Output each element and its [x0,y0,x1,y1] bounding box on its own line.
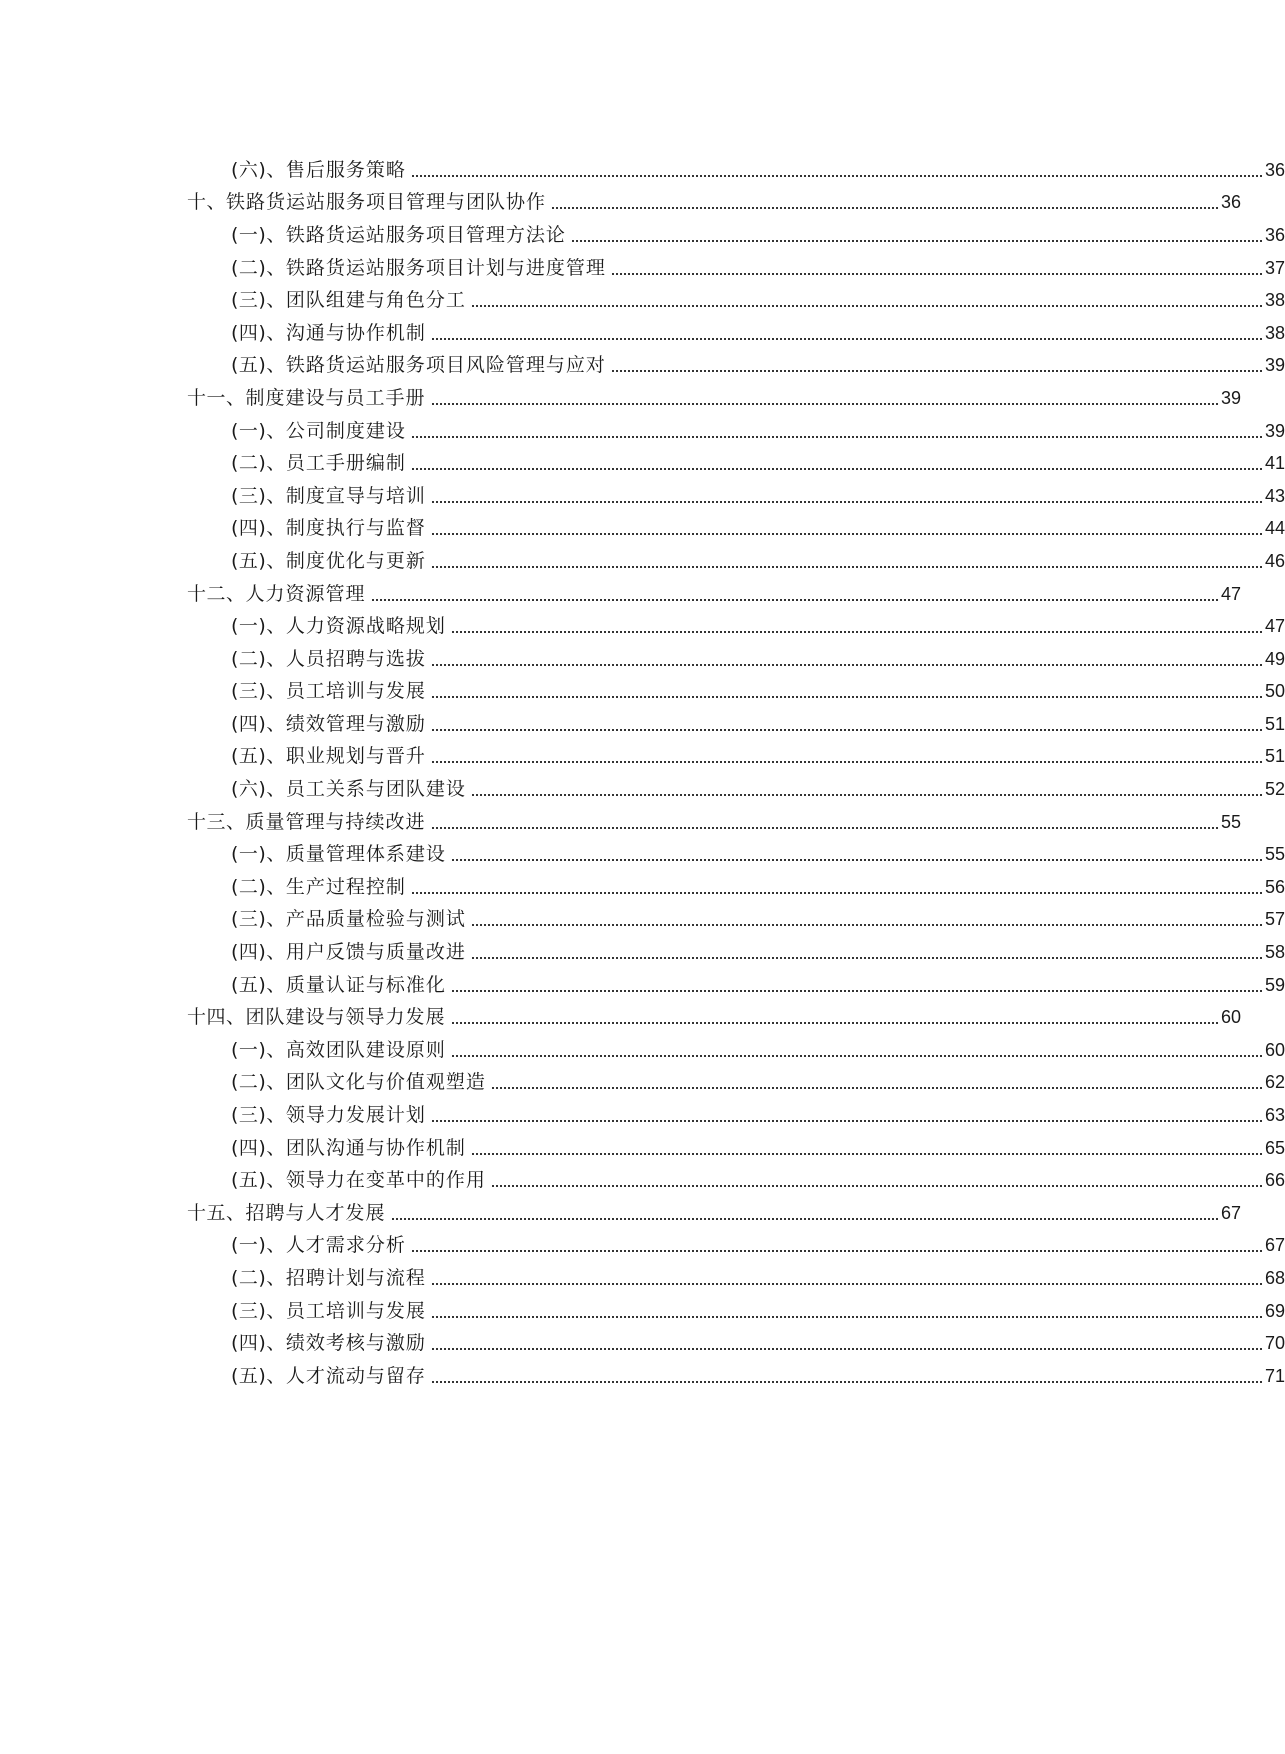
toc-dot-leader [432,403,1218,405]
toc-entry-title: 质量认证与标准化 [285,973,446,996]
toc-entry-title: 员工培训与发展 [285,680,426,703]
toc-page-number: 67 [1220,1202,1241,1223]
toc-page-number: 44 [1264,518,1285,539]
toc-entry-title: 产品质量检验与测试 [285,908,466,931]
toc-entry-title: 公司制度建设 [285,419,406,442]
toc-page-number: 51 [1264,713,1285,734]
toc-entry-line [231,676,1285,703]
toc-entry-line [231,1296,1285,1323]
toc-entry-title: 员工手册编制 [285,452,406,475]
toc-entry-line [187,187,1241,214]
toc-entry-line [231,1035,1285,1062]
toc-entry-title: 质量管理体系建设 [285,843,446,866]
toc-entry-line [231,1067,1285,1094]
toc-entry-number: (四)、 [231,1136,286,1159]
toc-entry-number: (三)、 [231,289,286,312]
toc-entry-title: 铁路货运站服务项目管理与团队协作 [226,191,547,214]
toc-page-number: 65 [1264,1137,1285,1158]
toc-entry-line [231,872,1285,899]
toc-entry-number: (二)、 [231,452,286,475]
toc-entry-title: 制度建设与员工手册 [245,386,426,409]
toc-page-number: 41 [1264,453,1285,474]
toc-entry-number: (四)、 [231,712,286,735]
toc-page-number: 52 [1264,779,1285,800]
toc-dot-leader [472,1153,1262,1155]
toc-section-entry[interactable] [0,1260,1285,1293]
toc-entry-title: 领导力发展计划 [285,1104,426,1127]
toc-entry-number: 十、 [187,191,227,214]
toc-section-entry[interactable] [0,641,1285,674]
toc-entry-line [231,1230,1285,1257]
toc-entry-title: 制度宣导与培训 [285,484,426,507]
toc-entry-line [231,1165,1285,1192]
toc-dot-leader [432,761,1262,763]
toc-page-number: 38 [1264,322,1285,343]
toc-dot-leader [492,1087,1262,1089]
toc-entry-title: 员工关系与团队建设 [285,778,466,801]
toc-entry-number: 十一、 [187,386,246,409]
toc-entry-line [231,416,1285,443]
toc-section-entry[interactable] [0,1065,1285,1098]
toc-entry-title: 高效团队建设原则 [285,1038,446,1061]
toc-entry-title: 铁路货运站服务项目风险管理与应对 [285,354,606,377]
toc-page-number: 60 [1220,1007,1241,1028]
toc-entry-line [187,1198,1241,1225]
toc-dot-leader [452,631,1262,633]
toc-section-entry[interactable] [0,315,1285,348]
toc-page-number: 58 [1264,942,1285,963]
toc-entry-line [231,513,1285,540]
toc-dot-leader [552,207,1218,209]
toc-section-entry[interactable] [0,445,1285,478]
toc-entry-line [231,611,1285,638]
toc-entry-number: (五)、 [231,1364,286,1387]
toc-entry-number: 十五、 [187,1201,246,1224]
toc-entry-title: 员工培训与发展 [285,1299,426,1322]
toc-section-entry[interactable] [0,250,1285,283]
toc-entry-line [231,253,1285,280]
toc-entry-number: (六)、 [231,158,286,181]
toc-page-number: 59 [1264,974,1285,995]
toc-entry-number: (六)、 [231,778,286,801]
toc-entry-line [231,1263,1285,1290]
toc-entry-line [231,774,1285,801]
toc-entry-number: (三)、 [231,1299,286,1322]
toc-dot-leader [472,924,1262,926]
toc-chapter-entry[interactable] [0,804,1241,837]
toc-page-number: 38 [1264,290,1285,311]
toc-page-number: 56 [1264,876,1285,897]
toc-entry-title: 团队建设与领导力发展 [245,1006,446,1029]
toc-section-entry[interactable] [0,543,1285,576]
toc-page-number: 70 [1264,1333,1285,1354]
toc-page-number: 39 [1264,355,1285,376]
toc-page-number: 36 [1220,192,1241,213]
toc-section-entry[interactable] [0,967,1285,1000]
toc-dot-leader [432,729,1262,731]
toc-section-entry[interactable] [0,282,1285,315]
toc-entry-title: 人才流动与留存 [285,1364,426,1387]
toc-entry-number: (一)、 [231,615,286,638]
toc-entry-title: 质量管理与持续改进 [245,810,426,833]
toc-entry-title: 售后服务策略 [285,158,406,181]
toc-section-entry[interactable] [0,152,1285,185]
toc-page-number: 55 [1264,844,1285,865]
toc-section-entry[interactable] [0,217,1285,250]
toc-page-number: 46 [1264,550,1285,571]
toc-entry-line [231,481,1285,508]
toc-page-number: 57 [1264,909,1285,930]
toc-section-entry[interactable] [0,771,1285,804]
toc-dot-leader [472,794,1262,796]
toc-entry-title: 制度执行与监督 [285,517,426,540]
toc-entry-line [231,220,1285,247]
toc-page-number: 68 [1264,1267,1285,1288]
toc-entry-number: (三)、 [231,908,286,931]
toc-entry-line [231,546,1285,573]
toc-page-number: 55 [1220,811,1241,832]
toc-entry-line [231,1133,1285,1160]
toc-entry-line [231,350,1285,377]
toc-dot-leader [432,566,1262,568]
toc-chapter-entry[interactable] [0,1195,1241,1228]
toc-entry-title: 人力资源管理 [245,582,366,605]
toc-page-number: 66 [1264,1170,1285,1191]
toc-dot-leader [432,664,1262,666]
toc-entry-line [187,579,1241,606]
toc-page-number: 39 [1264,420,1285,441]
toc-dot-leader [452,990,1262,992]
toc-entry-number: (二)、 [231,256,286,279]
toc-section-entry[interactable] [0,1325,1285,1358]
toc-entry-number: (五)、 [231,354,286,377]
toc-section-entry[interactable] [0,511,1285,544]
toc-entry-number: (三)、 [231,1104,286,1127]
toc-entry-number: (五)、 [231,973,286,996]
toc-entry-line [231,904,1285,931]
toc-entry-title: 绩效考核与激励 [285,1332,426,1355]
toc-entry-title: 领导力在变革中的作用 [285,1169,486,1192]
toc-entry-title: 人力资源战略规划 [285,615,446,638]
toc-entry-number: (二)、 [231,647,286,670]
toc-section-entry[interactable] [0,674,1285,707]
toc-section-entry[interactable] [0,739,1285,772]
toc-entry-title: 团队文化与价值观塑造 [285,1071,486,1094]
toc-section-entry[interactable] [0,869,1285,902]
toc-entry-number: (四)、 [231,941,286,964]
toc-entry-title: 职业规划与晋升 [285,745,426,768]
toc-page-number: 60 [1264,1039,1285,1060]
toc-entry-title: 招聘计划与流程 [285,1266,426,1289]
toc-section-entry[interactable] [0,413,1285,446]
toc-entry-number: (二)、 [231,1266,286,1289]
toc-section-entry[interactable] [0,836,1285,869]
toc-dot-leader [432,1283,1262,1285]
toc-chapter-entry[interactable] [0,999,1241,1032]
toc-entry-title: 团队沟通与协作机制 [285,1136,466,1159]
toc-entry-title: 招聘与人才发展 [245,1201,386,1224]
toc-dot-leader [412,175,1262,177]
toc-page-number: 47 [1264,616,1285,637]
toc-page-number: 62 [1264,1072,1285,1093]
toc-entry-title: 铁路货运站服务项目管理方法论 [285,223,566,246]
toc-page-number: 47 [1220,583,1241,604]
toc-entry-line [231,644,1285,671]
toc-entry-title: 制度优化与更新 [285,549,426,572]
toc-entry-line [187,1002,1241,1029]
toc-dot-leader [432,1316,1262,1318]
toc-entry-number: (一)、 [231,1038,286,1061]
toc-entry-number: 十四、 [187,1006,246,1029]
toc-entry-line [187,383,1241,410]
toc-entry-number: (三)、 [231,484,286,507]
toc-dot-leader [432,827,1218,829]
toc-section-entry[interactable] [0,348,1285,381]
toc-entry-line [187,807,1241,834]
toc-entry-line [231,1328,1285,1355]
toc-section-entry[interactable] [0,608,1285,641]
toc-entry-number: 十二、 [187,582,246,605]
table-of-contents [0,152,1285,1391]
toc-dot-leader [432,1120,1262,1122]
toc-entry-line [231,970,1285,997]
toc-entry-line [231,741,1285,768]
toc-entry-line [231,1361,1285,1388]
toc-entry-number: (一)、 [231,419,286,442]
toc-section-entry[interactable] [0,1130,1285,1163]
toc-entry-number: (三)、 [231,680,286,703]
toc-entry-number: (四)、 [231,321,286,344]
toc-page-number: 37 [1264,257,1285,278]
toc-dot-leader [412,468,1262,470]
toc-page-number: 43 [1264,485,1285,506]
toc-entry-line [231,448,1285,475]
toc-dot-leader [432,696,1262,698]
toc-page-number: 49 [1264,648,1285,669]
toc-dot-leader [392,1218,1218,1220]
toc-entry-number: (四)、 [231,1332,286,1355]
toc-dot-leader [412,892,1262,894]
toc-dot-leader [412,436,1262,438]
toc-dot-leader [372,599,1218,601]
toc-section-entry[interactable] [0,1228,1285,1261]
toc-entry-title: 绩效管理与激励 [285,712,426,735]
toc-page-number: 36 [1264,159,1285,180]
toc-dot-leader [452,1055,1262,1057]
toc-section-entry[interactable] [0,706,1285,739]
toc-entry-number: 十三、 [187,810,246,833]
toc-entry-line [231,839,1285,866]
toc-dot-leader [612,273,1262,275]
toc-entry-line [231,155,1285,182]
toc-entry-line [231,709,1285,736]
toc-page-number: 39 [1220,387,1241,408]
toc-page-number: 69 [1264,1300,1285,1321]
toc-page-number: 71 [1264,1365,1285,1386]
toc-entry-number: (二)、 [231,875,286,898]
toc-entry-title: 人才需求分析 [285,1234,406,1257]
toc-dot-leader [452,859,1262,861]
toc-chapter-entry[interactable] [0,185,1241,218]
toc-entry-number: (一)、 [231,1234,286,1257]
toc-entry-number: (五)、 [231,549,286,572]
toc-entry-line [231,1100,1285,1127]
toc-section-entry[interactable] [0,1162,1285,1195]
toc-section-entry[interactable] [0,1097,1285,1130]
toc-dot-leader [472,305,1262,307]
toc-dot-leader [432,338,1262,340]
toc-page-number: 63 [1264,1105,1285,1126]
toc-section-entry[interactable] [0,1358,1285,1391]
toc-entry-title: 生产过程控制 [285,875,406,898]
toc-dot-leader [572,240,1262,242]
toc-section-entry[interactable] [0,1032,1285,1065]
toc-section-entry[interactable] [0,1293,1285,1326]
toc-entry-title: 铁路货运站服务项目计划与进度管理 [285,256,606,279]
toc-page-number: 67 [1264,1235,1285,1256]
toc-dot-leader [432,1381,1262,1383]
toc-section-entry[interactable] [0,478,1285,511]
toc-entry-number: (一)、 [231,843,286,866]
toc-dot-leader [432,501,1262,503]
toc-dot-leader [472,957,1262,959]
toc-page-number: 51 [1264,746,1285,767]
toc-chapter-entry[interactable] [0,380,1241,413]
toc-entry-number: (五)、 [231,1169,286,1192]
toc-section-entry[interactable] [0,934,1285,967]
toc-dot-leader [412,1250,1262,1252]
toc-dot-leader [452,1022,1218,1024]
toc-page-number: 36 [1264,224,1285,245]
toc-chapter-entry[interactable] [0,576,1241,609]
toc-dot-leader [612,370,1262,372]
toc-section-entry[interactable] [0,902,1285,935]
toc-entry-number: (四)、 [231,517,286,540]
toc-entry-title: 人员招聘与选拔 [285,647,426,670]
toc-dot-leader [492,1185,1262,1187]
toc-page-number: 50 [1264,681,1285,702]
toc-entry-line [231,318,1285,345]
toc-entry-title: 沟通与协作机制 [285,321,426,344]
toc-entry-title: 用户反馈与质量改进 [285,941,466,964]
toc-entry-line [231,285,1285,312]
toc-entry-number: (一)、 [231,223,286,246]
toc-entry-line [231,937,1285,964]
toc-dot-leader [432,533,1262,535]
toc-entry-number: (二)、 [231,1071,286,1094]
toc-entry-number: (五)、 [231,745,286,768]
toc-dot-leader [432,1348,1262,1350]
toc-entry-title: 团队组建与角色分工 [285,289,466,312]
